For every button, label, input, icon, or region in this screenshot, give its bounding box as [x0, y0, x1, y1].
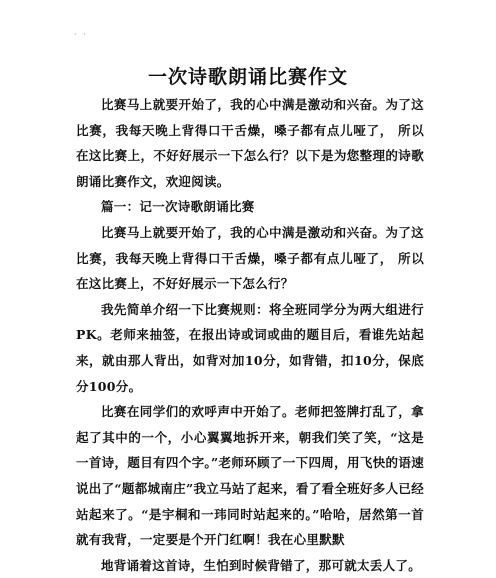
body-paragraph: 我先简单介绍一下比赛规则：将全班同学分为两大组进行PK。老师来抽签，在报出诗或词或曲的题目后，看谁先站起来，就由那人背出，如背对加10分，如背错，扣10分，保底分100分。: [76, 301, 424, 394]
page-title: 一次诗歌朗诵比赛作文: [147, 66, 348, 88]
section-heading: 篇一：记一次诗歌朗诵比赛: [101, 199, 255, 215]
body-paragraph: 比赛在同学们的欢呼声中开始了。老师把签牌打乱了，拿起了其中的一个，小心翼翼地拆开来，朝我们笑了笑，“这是一首诗，题目有四个字。”老师环顾了一下四周，用飞快的语速说出了“题都城南庄”我立马站了起来，看了看全班好多人已经站起来了。“是宇桐和一玮同时站起来的。”哈哈，居然第一首就有我背，一定要是个开门红啊！我在心里默默: [76, 404, 424, 548]
intro-paragraph: 比赛马上就要开始了，我的心中满是激动和兴奋。为了这比赛，我每天晚上背得口干舌燥，嗓子都有点儿哑了， 所以在这比赛上，不好好展示一下怎么行？以下是为您整理的诗歌朗诵比赛作文，欢迎阅读。: [76, 97, 424, 189]
body-paragraph: 比赛马上就要开始了，我的心中满是激动和兴奋。为了这比赛，我每天晚上背得口干舌燥，嗓子都有点儿哑了， 所以在这比赛上，不好好展示一下怎么行？: [76, 224, 424, 292]
corner-mark: · ·: [74, 30, 88, 39]
article-body: [76, 92, 424, 575]
body-paragraph-cut: 地背诵着这首诗，生怕到时候背错了，那可就太丢人了。: [101, 557, 422, 573]
